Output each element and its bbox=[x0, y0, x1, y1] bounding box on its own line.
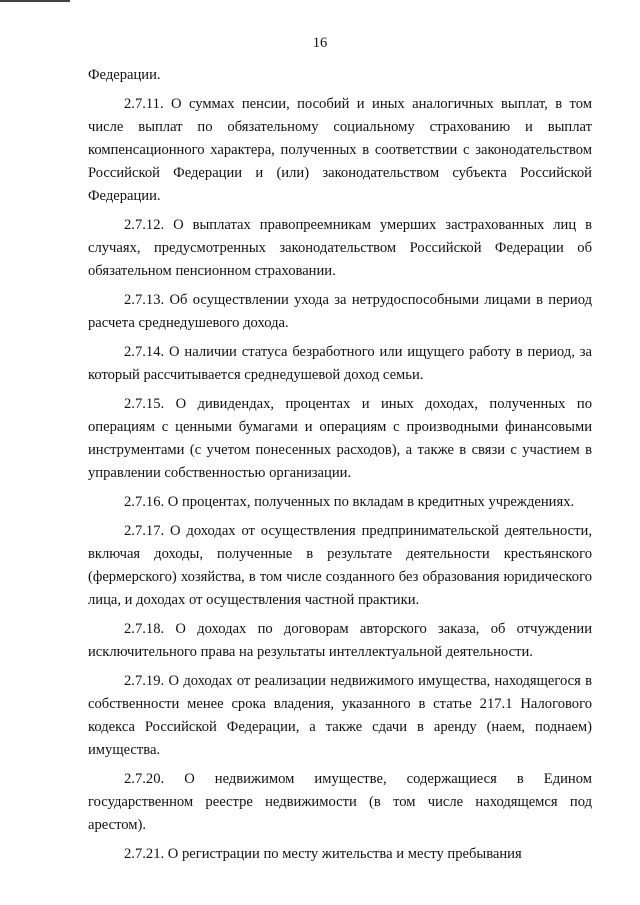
clause-number: 2.7.12. bbox=[124, 217, 165, 233]
clause-2-7-16 bbox=[88, 491, 592, 514]
clause-text: О доходах от реализации недвижимого имущества, находящегося в собственности менее срока владения, указанного в статье 217.1 Налогового кодекса Российской Федерации, а также сдачи в аренду (наем, поднаем) имущества. bbox=[88, 673, 593, 758]
page-number: 16 bbox=[312, 35, 328, 51]
clause-2-7-15 bbox=[88, 393, 592, 485]
clause-text: О доходах по договорам авторского заказа, об отчуждении исключительного права на результаты интеллектуальной деятельности. bbox=[88, 621, 592, 660]
clause-2-7-11 bbox=[88, 93, 592, 208]
clause-number: 2.7.19. bbox=[124, 673, 165, 689]
document-body bbox=[88, 64, 592, 872]
clause-text: О доходах от осуществления предпринимательской деятельности, включая доходы, полученные в результате деятельности крестьянского (фермерского) хозяйства, в том числе созданного без образования юридического лица, и доходах от осуществления частной практики. bbox=[88, 523, 592, 608]
clause-2-7-20 bbox=[88, 768, 592, 837]
clause-number: 2.7.16. bbox=[124, 494, 165, 510]
clause-number: 2.7.14. bbox=[124, 344, 165, 360]
clause-2-7-18 bbox=[88, 618, 592, 664]
clause-text: О недвижимом имуществе, содержащиеся в Едином государственном реестре недвижимости (в том числе находящемся под арестом). bbox=[88, 771, 593, 833]
clause-number: 2.7.15. bbox=[124, 396, 165, 412]
clause-2-7-21 bbox=[88, 843, 592, 866]
clause-2-7-13 bbox=[88, 289, 592, 335]
paragraph-text: Федерации. bbox=[88, 67, 161, 83]
clause-text: О процентах, полученных по вкладам в кредитных учреждениях. bbox=[167, 494, 575, 510]
paragraph-continuation bbox=[88, 64, 592, 87]
clause-number: 2.7.17. bbox=[124, 523, 165, 539]
clause-text: О регистрации по месту жительства и месту пребывания bbox=[167, 846, 522, 862]
scan-edge-mark bbox=[0, 0, 70, 2]
clause-text: О выплатах правопреемникам умерших застрахованных лиц в случаях, предусмотренных законодательством Российской Федерации об обязательном пенсионном страховании. bbox=[88, 217, 592, 279]
clause-text: О суммах пенсии, пособий и иных аналогичных выплат, в том числе выплат по обязательному социальному страхованию и выплат компенсационного характера, полученных в соответствии с законодательством Российской Федерации и (или) законодательством субъекта Российской Федерации. bbox=[88, 96, 592, 204]
clause-number: 2.7.18. bbox=[124, 621, 165, 637]
clause-text: О наличии статуса безработного или ищущего работу в период, за который рассчитывается среднедушевой доход семьи. bbox=[88, 344, 592, 383]
clause-number: 2.7.11. bbox=[124, 96, 164, 112]
clause-number: 2.7.20. bbox=[124, 771, 165, 787]
clause-2-7-19 bbox=[88, 670, 592, 762]
clause-text: Об осуществлении ухода за нетрудоспособными лицами в период расчета среднедушевого дохода. bbox=[88, 292, 592, 331]
clause-number: 2.7.13. bbox=[124, 292, 165, 308]
clause-2-7-12 bbox=[88, 214, 592, 283]
clause-number: 2.7.21. bbox=[124, 846, 165, 862]
clause-2-7-14 bbox=[88, 341, 592, 387]
clause-text: О дивидендах, процентах и иных доходах, полученных по операциям с ценными бумагами и операциям с производными финансовыми инструментами (с учетом понесенных расходов), а также в связи с участием в управлении собственностью организации. bbox=[88, 396, 592, 481]
clause-2-7-17 bbox=[88, 520, 592, 612]
